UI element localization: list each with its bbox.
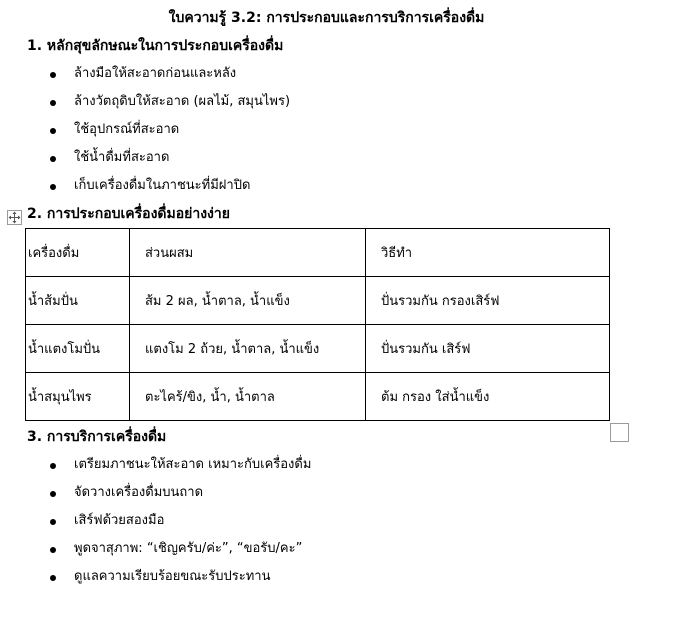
table-row — [26, 373, 610, 421]
list-item — [0, 483, 311, 511]
list-item — [0, 64, 290, 92]
list-item-text: ใช้อุปกรณ์ที่สะอาด — [74, 122, 180, 137]
bullet-icon — [50, 463, 56, 469]
list-item-text: เก็บเครื่องดื่มในภาชนะที่มีฝาปิด — [74, 178, 251, 193]
list-item — [0, 511, 311, 539]
table-cell[interactable]: ปั่นรวมกัน เสิร์ฟ — [366, 325, 610, 373]
bullet-icon — [50, 100, 56, 106]
table-header-cell[interactable]: ส่วนผสม — [130, 229, 366, 277]
table-cell[interactable]: แตงโม 2 ถ้วย, น้ำตาล, น้ำแข็ง — [130, 325, 366, 373]
table-cell[interactable]: ต้ม กรอง ใส่น้ำแข็ง — [366, 373, 610, 421]
list-item-text: ดูแลความเรียบร้อยขณะรับประทาน — [74, 569, 271, 584]
bullet-icon — [50, 184, 56, 190]
bullet-icon — [50, 519, 56, 525]
table-cell[interactable]: น้ำแตงโมปั่น — [26, 325, 130, 373]
section-3-list — [0, 455, 311, 595]
section-1-heading: 1. หลักสุขลักษณะในการประกอบเครื่องดื่ม — [27, 38, 284, 54]
list-item — [0, 539, 311, 567]
list-item-text: จัดวางเครื่องดื่มบนถาด — [74, 485, 204, 500]
bullet-icon — [50, 128, 56, 134]
table-cell[interactable]: ตะไคร้/ขิง, น้ำ, น้ำตาล — [130, 373, 366, 421]
list-item — [0, 120, 290, 148]
bullet-icon — [50, 156, 56, 162]
bullet-icon — [50, 491, 56, 497]
table-cell[interactable]: น้ำส้มปั่น — [26, 277, 130, 325]
table-cell[interactable]: ปั่นรวมกัน กรองเสิร์ฟ — [366, 277, 610, 325]
list-item — [0, 148, 290, 176]
section-3-heading: 3. การบริการเครื่องดื่ม — [27, 429, 167, 445]
bullet-icon — [50, 575, 56, 581]
bullet-icon — [50, 547, 56, 553]
table-header-cell[interactable]: เครื่องดื่ม — [26, 229, 130, 277]
list-item — [0, 455, 311, 483]
list-item — [0, 567, 311, 595]
list-item-text: ล้างมือให้สะอาดก่อนและหลัง — [74, 66, 237, 81]
bullet-icon — [50, 72, 56, 78]
table-header-row — [26, 229, 610, 277]
table-row — [26, 277, 610, 325]
list-item-text: ล้างวัตถุดิบให้สะอาด (ผลไม้, สมุนไพร) — [74, 94, 291, 109]
list-item — [0, 92, 290, 120]
recipe-table — [25, 228, 610, 421]
list-item-text: พูดจาสุภาพ: “เชิญครับ/ค่ะ”, “ขอรับ/คะ” — [74, 541, 303, 556]
table-cell[interactable]: น้ำสมุนไพร — [26, 373, 130, 421]
table-cell[interactable]: ส้ม 2 ผล, น้ำตาล, น้ำแข็ง — [130, 277, 366, 325]
section-1-list — [0, 64, 290, 204]
list-item-text: ใช้น้ำดื่มที่สะอาด — [74, 150, 170, 165]
list-item-text: เสิร์ฟด้วยสองมือ — [74, 513, 165, 528]
section-2-heading: 2. การประกอบเครื่องดื่มอย่างง่าย — [27, 206, 230, 222]
list-item-text: เตรียมภาชนะให้สะอาด เหมาะกับเครื่องดื่ม — [74, 457, 312, 472]
document-title: ใบความรู้ 3.2: การประกอบและการบริการเครื่องดื่ม — [168, 10, 485, 26]
move-arrows-icon[interactable] — [7, 210, 22, 225]
list-item — [0, 176, 290, 204]
table-row — [26, 325, 610, 373]
table-header-cell[interactable]: วิธีทำ — [366, 229, 610, 277]
resize-square-icon[interactable] — [610, 423, 629, 442]
